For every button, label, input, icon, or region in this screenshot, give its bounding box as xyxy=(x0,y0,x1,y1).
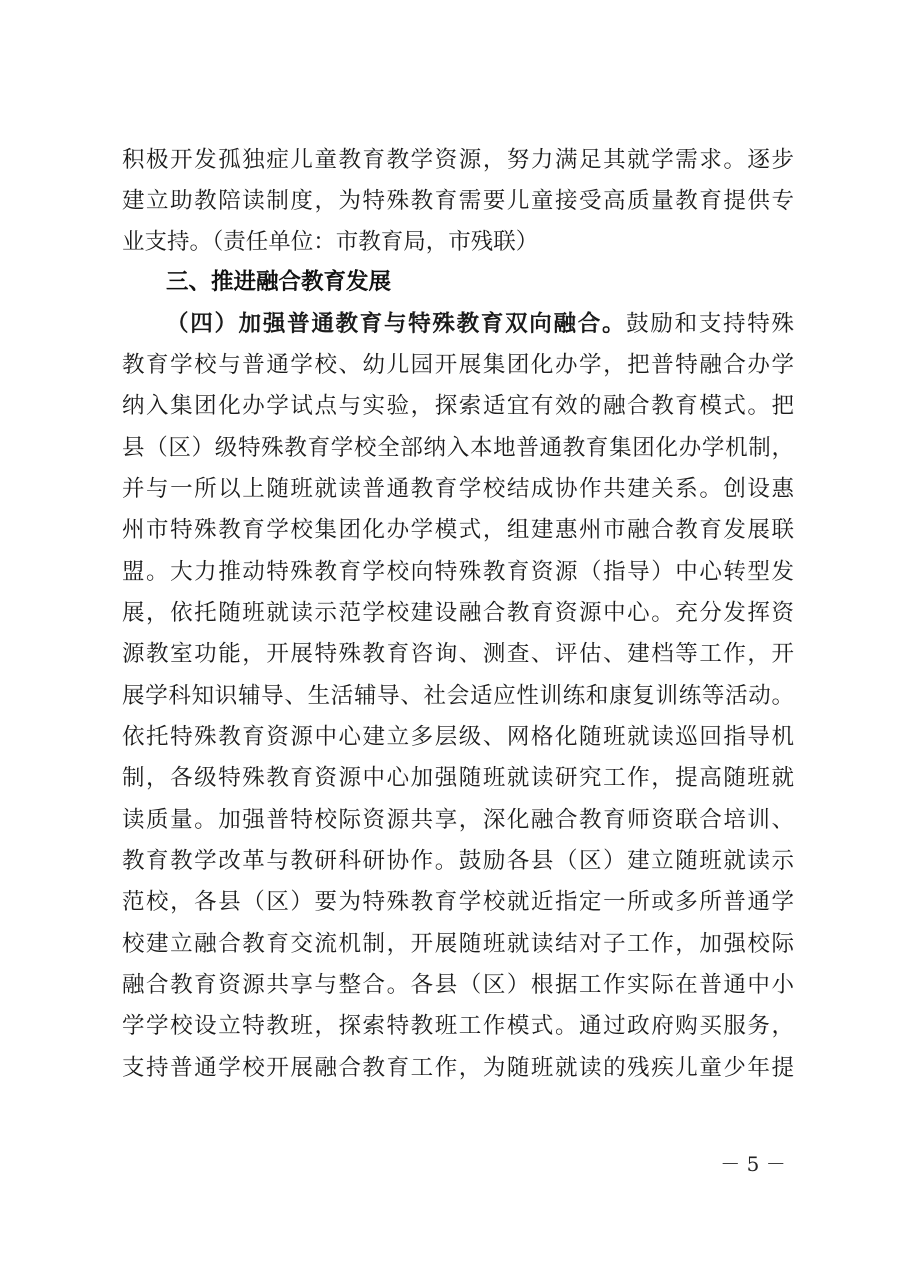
paragraph-line: 校建立融合教育交流机制，开展随班就读结对子工作，加强校际 xyxy=(122,931,794,957)
section-four-lead: （四）加强普通教育与特殊教育双向融合。 xyxy=(166,311,627,337)
paragraph-line: 教育教学改革与教研科研协作。鼓励各县（区）建立随班就读示 xyxy=(122,848,794,874)
paragraph-line: 县（区）级特殊教育学校全部纳入本地普通教育集团化办学机制， xyxy=(122,435,794,461)
section-four-first-line xyxy=(166,304,794,344)
section-four-first-line-rest: 鼓励和支持特殊 xyxy=(626,311,794,337)
paragraph-line: 学学校设立特教班，探索特教班工作模式。通过政府购买服务， xyxy=(122,1013,794,1039)
paragraph-line: 依托特殊教育资源中心建立多层级、网格化随班就读巡回指导机 xyxy=(122,724,794,750)
paragraph-line: 并与一所以上随班就读普通教育学校结成协作共建关系。创设惠 xyxy=(122,476,794,502)
paragraph-line: 积极开发孤独症儿童教育教学资源，努力满足其就学需求。逐步 xyxy=(122,147,794,173)
paragraph-line: 教育学校与普通学校、幼儿园开展集团化办学，把普特融合办学 xyxy=(122,352,794,378)
paragraph-line: 展，依托随班就读示范学校建设融合教育资源中心。充分发挥资 xyxy=(122,600,794,626)
paragraph-line: 范校，各县（区）要为特殊教育学校就近指定一所或多所普通学 xyxy=(122,889,794,915)
paragraph-line: 制，各级特殊教育资源中心加强随班就读研究工作，提高随班就 xyxy=(122,765,794,791)
paragraph-line: 支持普通学校开展融合教育工作，为随班就读的残疾儿童少年提 xyxy=(122,1055,794,1081)
section-heading: 三、推进融合教育发展 xyxy=(166,269,392,295)
paragraph-line: 源教室功能，开展特殊教育咨询、测查、评估、建档等工作，开 xyxy=(122,641,794,667)
paragraph-line: 读质量。加强普特校际资源共享，深化融合教育师资联合培训、 xyxy=(122,807,794,833)
paragraph-line: 业支持。（责任单位：市教育局，市残联） xyxy=(122,229,539,255)
paragraph-line: 盟。大力推动特殊教育学校向特殊教育资源（指导）中心转型发 xyxy=(122,559,794,585)
paragraph-line: 融合教育资源共享与整合。各县（区）根据工作实际在普通中小 xyxy=(122,972,794,998)
paragraph-line: 建立助教陪读制度，为特殊教育需要儿童接受高质量教育提供专 xyxy=(122,188,794,214)
paragraph-line: 州市特殊教育学校集团化办学模式，组建惠州市融合教育发展联 xyxy=(122,517,794,543)
paragraph-line: 展学科知识辅导、生活辅导、社会适应性训练和康复训练等活动。 xyxy=(122,683,794,709)
paragraph-line: 纳入集团化办学试点与实验，探索适宜有效的融合教育模式。把 xyxy=(122,393,794,419)
page-number: － 5 － xyxy=(720,1152,786,1176)
